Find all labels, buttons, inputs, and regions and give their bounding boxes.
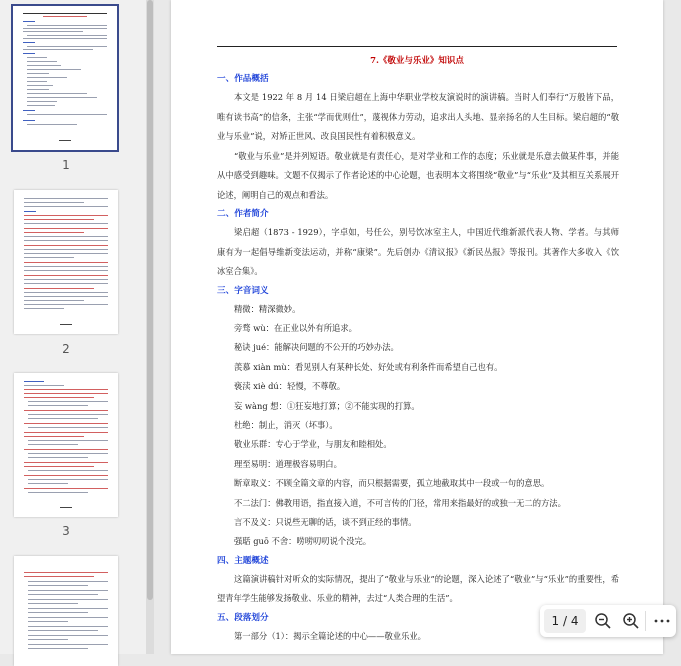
page-thumbnail-label-1: 1 bbox=[62, 158, 70, 172]
definition-item: 断章取义：不顾全篇文章的内容，而只根据需要，孤立地截取其中一段或一句的意思。 bbox=[234, 478, 550, 489]
zoom-out-icon[interactable] bbox=[593, 611, 613, 631]
thumbnail-sidebar bbox=[0, 0, 146, 654]
section-heading: 三、字音词义 bbox=[217, 285, 269, 296]
paragraph: 这篇演讲稿针对听众的实际情况，提出了“敬业与乐业”的论题，深入论述了“敬业”与“乐业”的重要性，希望青年学生能够发扬敬业、乐业的精神，去过“人类合理的生活”。 bbox=[217, 573, 619, 604]
document-title: 7.《敬业与乐业》知识点 bbox=[370, 56, 464, 66]
page-indicator[interactable]: 1 / 4 bbox=[544, 609, 586, 633]
document-page bbox=[171, 0, 663, 654]
paragraph: 第一部分（1）：揭示全篇论述的中心——敬业乐业。 bbox=[234, 630, 426, 641]
definition-item: 强聒 guō 不舍：唠唠叨叨说个没完。 bbox=[234, 536, 372, 547]
definition-item: 杜绝：制止，消灭（坏事）。 bbox=[234, 419, 338, 430]
section-heading: 四、主题概述 bbox=[217, 555, 269, 566]
page-thumbnail-4[interactable] bbox=[14, 556, 118, 666]
definition-item: 理至易明：道理极容易明白。 bbox=[234, 458, 342, 469]
definition-item: 亵渎 xiè dú：轻慢，不尊敬。 bbox=[234, 381, 346, 392]
sidebar-scroll-thumb[interactable] bbox=[147, 0, 153, 600]
page-thumbnail-1[interactable] bbox=[13, 6, 117, 150]
section-theme bbox=[217, 552, 619, 609]
zoom-in-icon[interactable] bbox=[621, 611, 641, 631]
page-thumbnail-label-2: 2 bbox=[62, 342, 70, 356]
definition-item: 精微：精深微妙。 bbox=[234, 303, 301, 314]
header-rule bbox=[217, 46, 617, 47]
paragraph: 梁启超（1873 - 1929），字卓如，号任公，别号饮冰室主人，中国近代维新派代表人物、学者。与其师康有为一起倡导维新变法运动，并称“康梁”。先后创办《清议报》《新民丛报》等报刊。其著作大多收入《饮冰室合集》。 bbox=[217, 227, 619, 276]
definition-item: 羡慕 xiàn mù：看见别人有某种长处、好处或有利条件而希望自己也有。 bbox=[234, 361, 503, 372]
page-thumbnail-label-3: 3 bbox=[62, 524, 70, 538]
definition-item: 敬业乐群：专心于学业，与朋友和睦相处。 bbox=[234, 439, 392, 450]
paragraph: 本文是 1922 年 8 月 14 日梁启超在上海中华职业学校友演说时的演讲稿。当时人们奉行“万般皆下品，唯有读书高”的信条，主张“学而优则仕”，蔑视体力劳动，追求出人头地、显亲扬名的人生目标。梁启超的“敬业与乐业”说，对矫正世风、改良国民性有着积极意义。 bbox=[217, 92, 619, 141]
page-thumbnail-3[interactable] bbox=[14, 373, 118, 517]
definition-item: 秘诀 jué：能解决问题的不公开的巧妙办法。 bbox=[234, 342, 399, 353]
section-author bbox=[217, 205, 619, 282]
section-vocabulary bbox=[217, 282, 619, 552]
section-overview bbox=[217, 70, 619, 205]
definition-item: 旁骛 wù：在正业以外有所追求。 bbox=[234, 322, 357, 333]
paragraph: “敬业与乐业”是并列短语。敬业就是有责任心，是对学业和工作的态度；乐业就是乐意去做某件事，并能从中感受到趣味。文题不仅揭示了作者论述的中心论题，也表明本文将围绕“敬业”与“乐业”及其相互关系展开论述，阐明自己的观点和看法。 bbox=[217, 150, 619, 200]
more-icon[interactable] bbox=[652, 611, 672, 631]
toolbar-divider bbox=[645, 611, 646, 631]
page-thumbnail-2[interactable] bbox=[14, 190, 118, 334]
definition-item: 不二法门：佛教用语，指直接入道，不可言传的门径，常用来指最好的或独一无二的方法。 bbox=[234, 497, 566, 508]
section-heading: 一、作品概括 bbox=[217, 74, 269, 84]
page-toolbar bbox=[540, 605, 676, 637]
definition-item: 言不及义：只说些无聊的话，谈不到正经的事情。 bbox=[234, 516, 417, 527]
section-heading: 二、作者简介 bbox=[217, 209, 269, 219]
document-viewer bbox=[154, 0, 681, 654]
document-content bbox=[217, 70, 619, 646]
section-heading: 五、段落划分 bbox=[217, 612, 269, 623]
definition-item: 妄 wàng 想：①狂妄地打算；②不能实现的打算。 bbox=[234, 400, 420, 411]
